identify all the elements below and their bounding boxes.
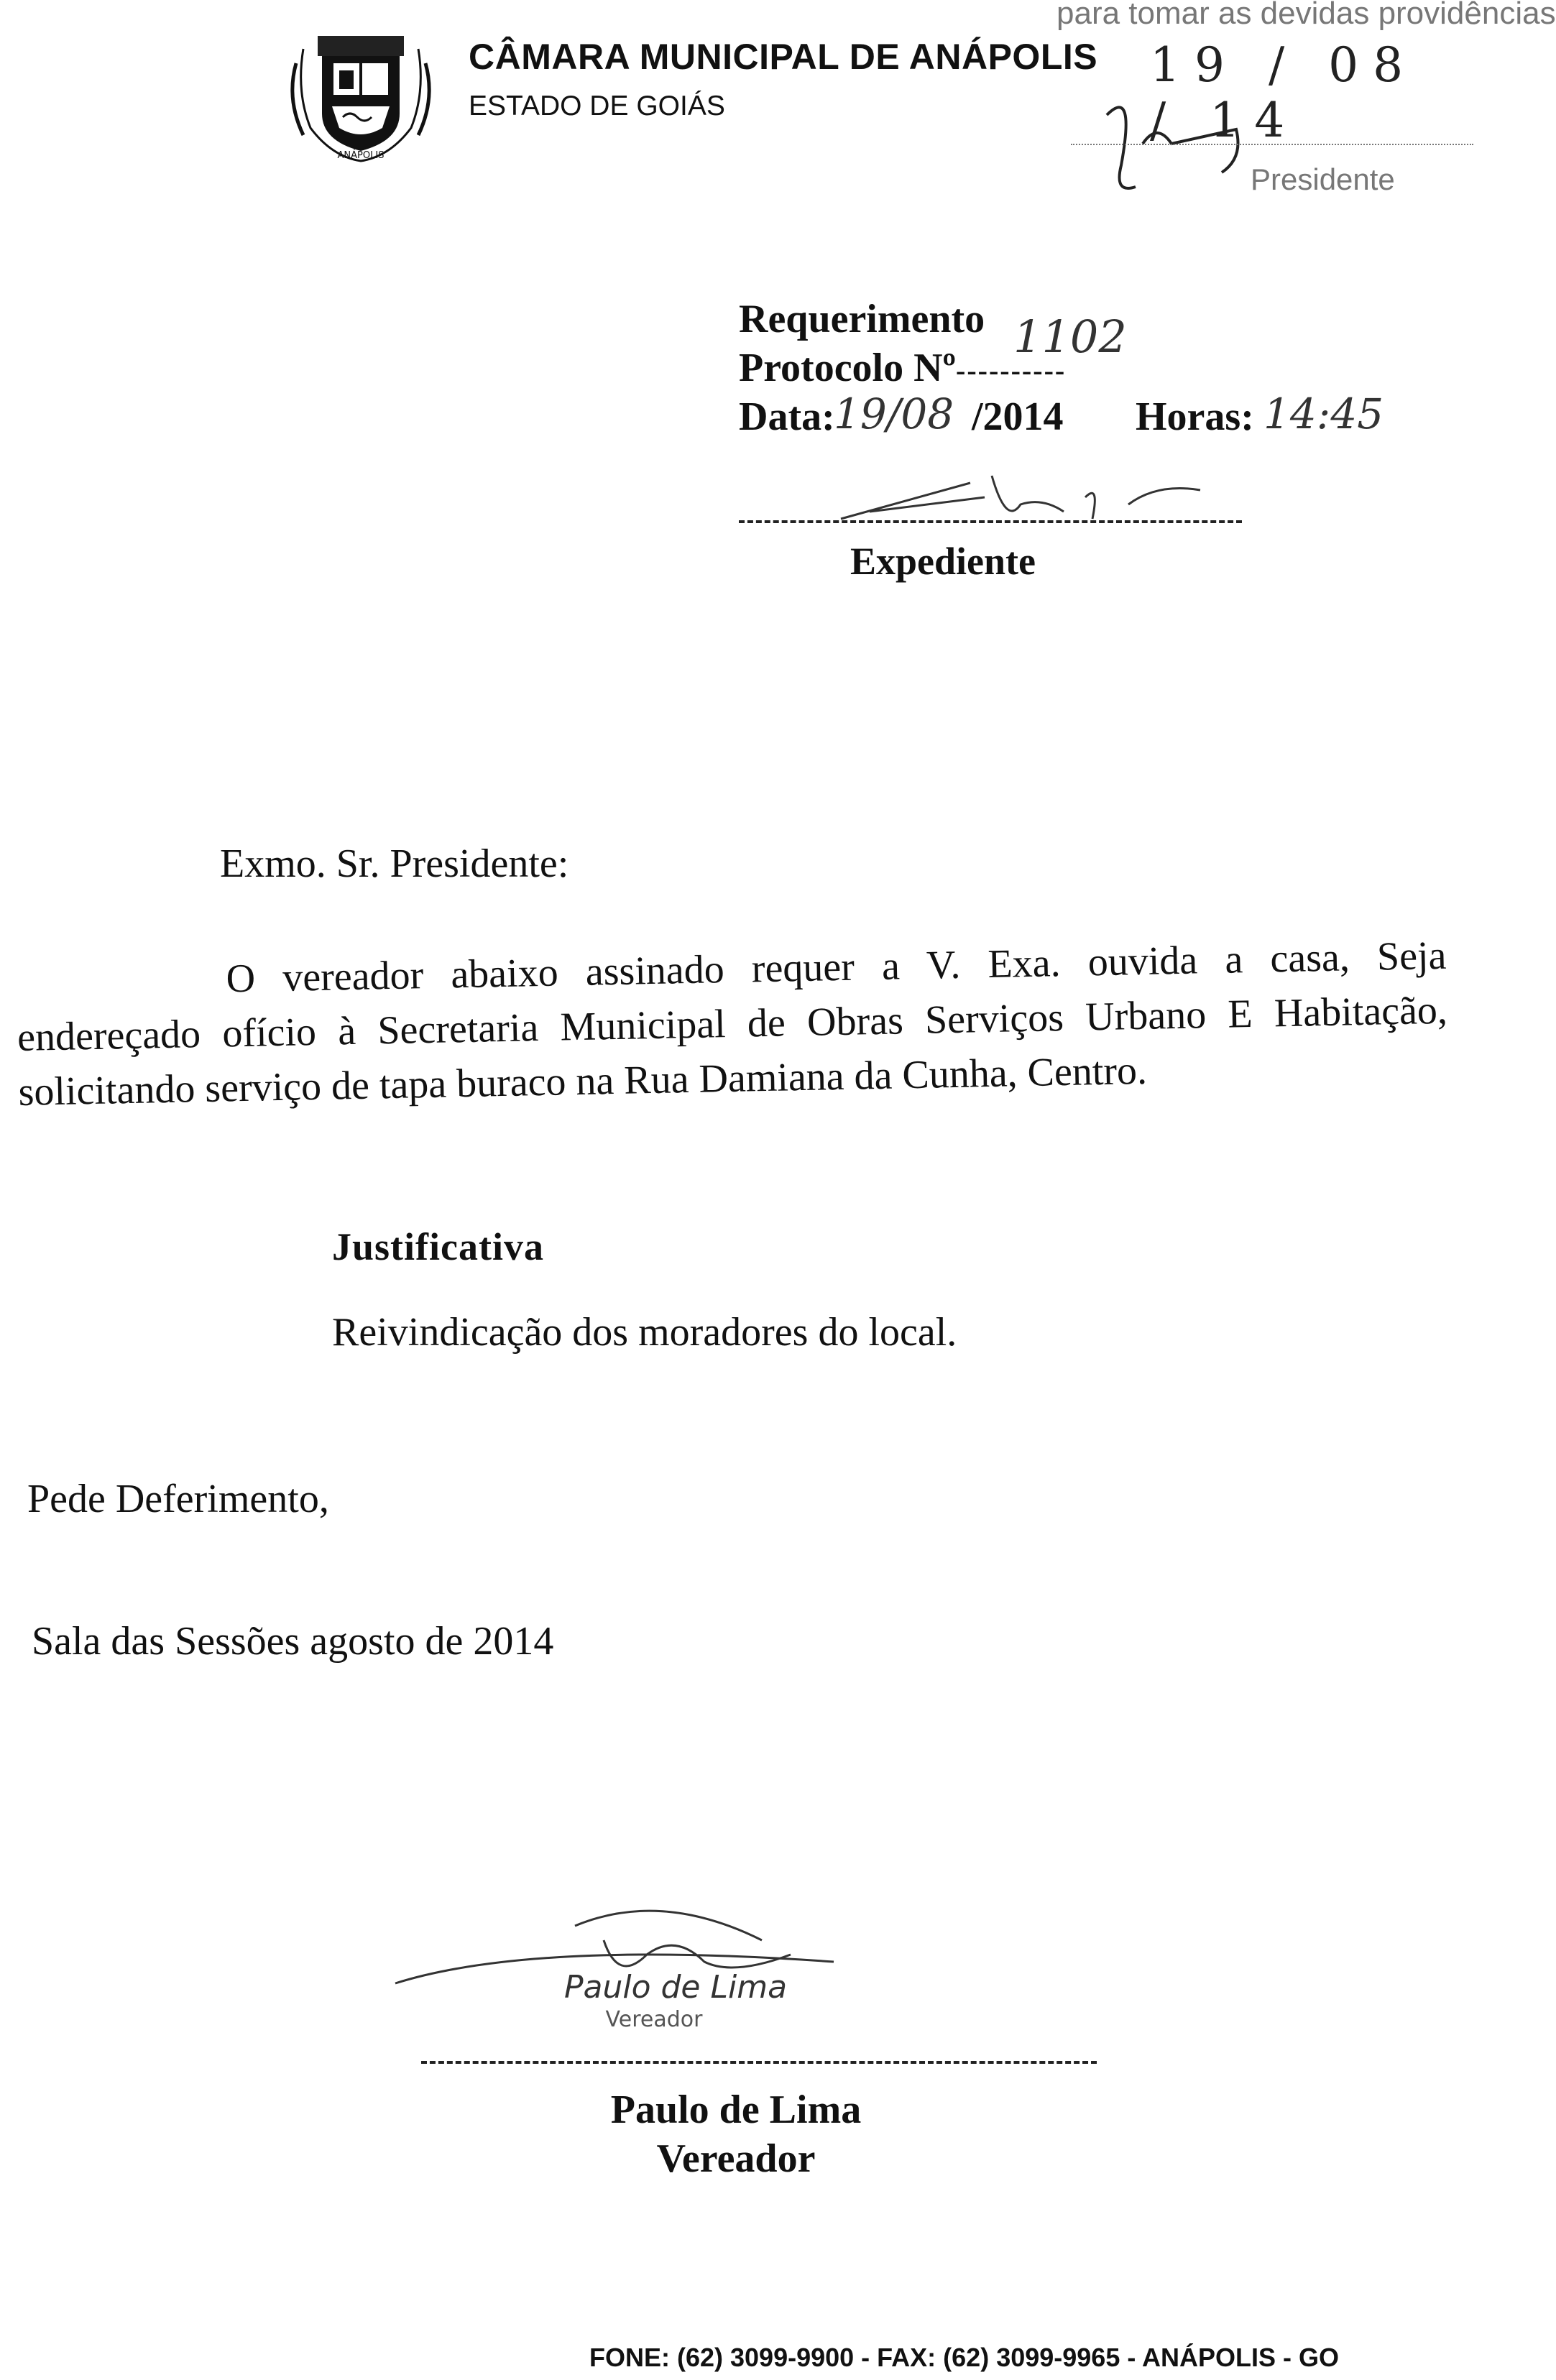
stamp-name: Paulo de Lima bbox=[563, 1969, 788, 2006]
stamp-line bbox=[1071, 144, 1473, 145]
councillor-signature-stamp bbox=[388, 1897, 891, 2041]
despacho-date: 19 / 08 / 14 bbox=[1150, 37, 1418, 148]
expediente-label: Expediente bbox=[850, 540, 1036, 583]
stamp-role: Vereador bbox=[605, 2007, 703, 2032]
data-handwritten: 19/08 bbox=[834, 389, 954, 438]
protocolo-label: Protocolo Nº bbox=[739, 346, 957, 390]
data-year: /2014 bbox=[972, 395, 1064, 439]
requerimento-number: 1102 bbox=[1013, 310, 1127, 363]
org-state: ESTADO DE GOIÁS bbox=[469, 91, 725, 121]
salutation: Exmo. Sr. Presidente: bbox=[220, 841, 569, 886]
place-date: Sala das Sessões agosto de 2014 bbox=[32, 1619, 554, 1664]
signer-name: Paulo de Lima bbox=[610, 2088, 862, 2132]
justification-title: Justificativa bbox=[332, 1225, 544, 1268]
president-signature bbox=[1092, 86, 1337, 230]
despacho-instruction: para tomar as devidas providências bbox=[1056, 0, 1556, 31]
expediente-line bbox=[739, 520, 1242, 523]
closing: Pede Deferimento, bbox=[27, 1477, 329, 1521]
signer-role: Vereador bbox=[656, 2136, 816, 2181]
data-label: Data: bbox=[739, 395, 835, 439]
footer-contact: FONE: (62) 3099-9900 - FAX: (62) 3099-9965 - ANÁPOLIS - GO bbox=[589, 2343, 1340, 2372]
svg-text:ANÁPOLIS: ANÁPOLIS bbox=[337, 150, 385, 161]
horas-handwritten: 14:45 bbox=[1263, 389, 1384, 438]
protocolo-dashes: ---------- bbox=[956, 354, 1067, 387]
org-name: CÂMARA MUNICIPAL DE ANÁPOLIS bbox=[469, 37, 1098, 77]
requerimento-label: Requerimento bbox=[739, 297, 985, 341]
signature-line bbox=[421, 2061, 1097, 2064]
municipal-crest-logo bbox=[282, 20, 440, 164]
stamp-role: Presidente bbox=[1251, 162, 1395, 196]
horas-label: Horas: bbox=[1136, 395, 1254, 439]
request-paragraph: O vereador abaixo assinado requer a V. Exa. ouvida a casa, Seja endereçado ofício à Secretaria Municipal de Obras Serviços Urbano E Habitação, solicitando serviço de tapa buraco na Rua Damiana da Cunha, Centro. bbox=[17, 933, 1448, 1115]
justification-text: Reivindicação dos moradores do local. bbox=[332, 1310, 957, 1355]
